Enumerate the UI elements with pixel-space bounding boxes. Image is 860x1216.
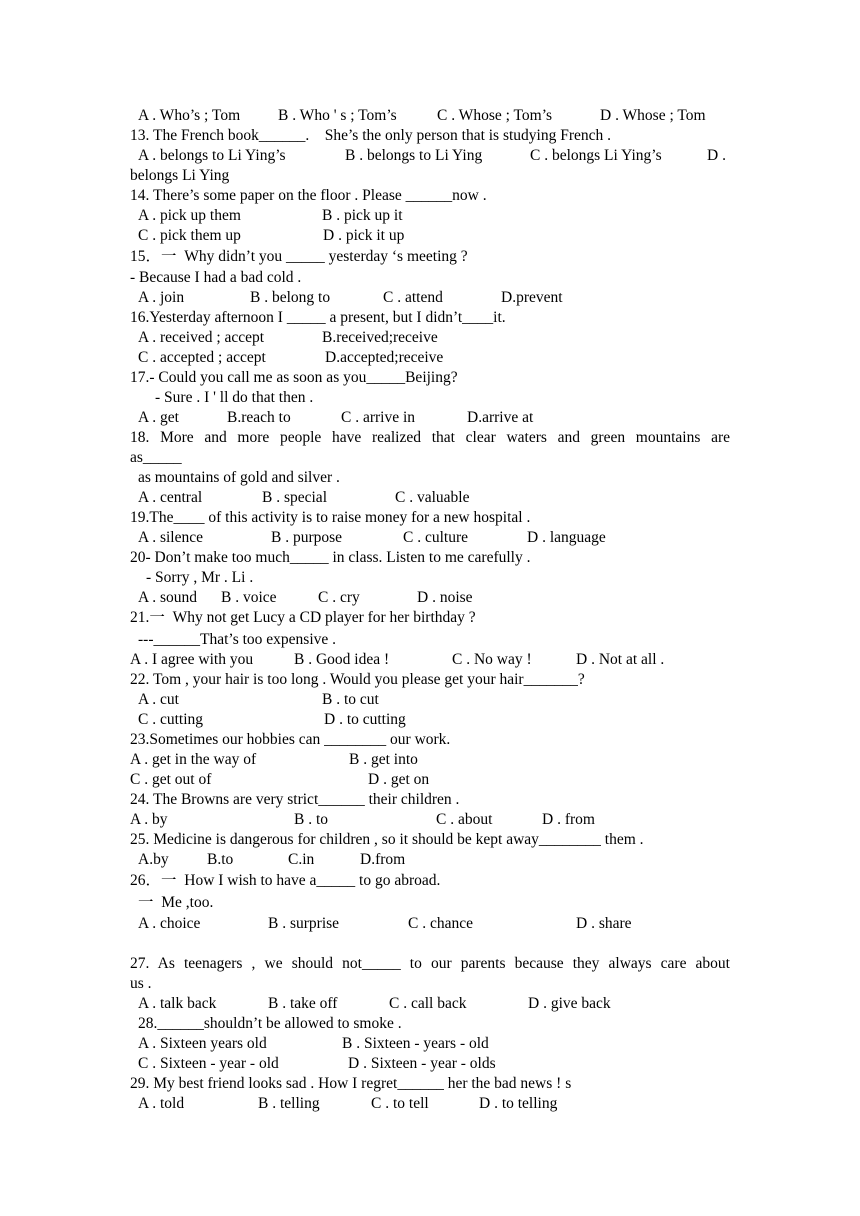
q20-option-b: B . voice — [221, 589, 277, 606]
q18-option-b: B . special — [262, 489, 327, 506]
q14-option-d: D . pick it up — [323, 227, 405, 244]
q12-option-a: A . Who’s ; Tom — [138, 107, 241, 124]
q26-option-d: D . share — [576, 915, 632, 932]
q24-option-d: D . from — [542, 811, 595, 828]
q28-stem: 28.______shouldn’t be allowed to smoke . — [138, 1015, 402, 1032]
q19-option-d: D . language — [527, 529, 606, 546]
q28-option-d: D . Sixteen - year - olds — [348, 1055, 496, 1072]
q13-option-c: C . belongs Li Ying’s — [530, 147, 662, 164]
q14-option-b: B . pick up it — [322, 207, 403, 224]
q17-option-a: A . get — [138, 409, 179, 426]
q21-option-d: D . Not at all . — [576, 651, 665, 668]
q15-stem: 15．一 Why didn’t you _____ yesterday ‘s meeting ? — [130, 248, 468, 265]
q16-option-d: D.accepted;receive — [325, 349, 444, 366]
q27-option-a: A . talk back — [138, 995, 217, 1012]
q20-option-a: A . sound — [138, 589, 197, 606]
q28-option-c: C . Sixteen - year - old — [138, 1055, 279, 1072]
q19-stem: 19.The____ of this activity is to raise money for a new hospital . — [130, 509, 531, 526]
q22-option-b: B . to cut — [322, 691, 379, 708]
q15-option-d: D.prevent — [501, 289, 563, 306]
q25-option-a: A.by — [138, 851, 169, 868]
q15-reply: - Because I had a bad cold . — [130, 269, 302, 286]
q22-option-d: D . to cutting — [324, 711, 406, 728]
q15-option-a: A . join — [138, 289, 185, 306]
q14-option-c: C . pick them up — [138, 227, 241, 244]
q12-option-c: C . Whose ; Tom’s — [437, 107, 553, 124]
q25-option-c: C.in — [288, 851, 315, 868]
q20-stem: 20- Don’t make too much_____ in class. Listen to me carefully . — [130, 549, 531, 566]
q17-reply: - Sure . I ' ll do that then . — [155, 389, 314, 406]
q13-option-b: B . belongs to Li Ying — [345, 147, 483, 164]
q17-stem: 17.- Could you call me as soon as you_____Beijing? — [130, 369, 458, 386]
q29-option-d: D . to telling — [479, 1095, 558, 1112]
q29-option-c: C . to tell — [371, 1095, 429, 1112]
q21-option-b: B . Good idea ! — [294, 651, 390, 668]
q24-option-b: B . to — [294, 811, 329, 828]
q19-option-c: C . culture — [403, 529, 468, 546]
q21-option-c: C . No way ! — [452, 651, 532, 668]
q13-option-d-label: D . — [707, 147, 726, 164]
q18-option-c: C . valuable — [395, 489, 470, 506]
q26-stem: 26．一 How I wish to have a_____ to go abroad. — [130, 872, 441, 889]
q26-reply: 一 Me ,too. — [138, 894, 214, 911]
q25-option-d: D.from — [360, 851, 406, 868]
q21-stem: 21.一 Why not get Lucy a CD player for her birthday ? — [130, 609, 476, 626]
q21-reply: ---______That’s too expensive . — [138, 631, 337, 648]
q17-option-c: C . arrive in — [341, 409, 416, 426]
q23-option-d: D . get on — [368, 771, 430, 788]
q24-option-a: A . by — [130, 811, 168, 828]
q22-option-a: A . cut — [138, 691, 179, 708]
q25-stem: 25. Medicine is dangerous for children , so it should be kept away________ them . — [130, 831, 644, 848]
q18-stem-line3: as mountains of gold and silver . — [138, 469, 340, 486]
q15-option-c: C . attend — [383, 289, 443, 306]
q12-option-d: D . Whose ; Tom — [600, 107, 706, 124]
q20-option-d: D . noise — [417, 589, 473, 606]
q20-option-c: C . cry — [318, 589, 360, 606]
q22-stem: 22. Tom , your hair is too long . Would you please get your hair_______? — [130, 671, 585, 688]
q29-option-b: B . telling — [258, 1095, 320, 1112]
q24-option-c: C . about — [436, 811, 493, 828]
q27-option-c: C . call back — [389, 995, 467, 1012]
q23-stem: 23.Sometimes our hobbies can ________ our work. — [130, 731, 451, 748]
q19-option-a: A . silence — [138, 529, 203, 546]
q28-option-b: B . Sixteen - years - old — [342, 1035, 489, 1052]
q12-option-b: B . Who ' s ; Tom’s — [278, 107, 397, 124]
q27-option-b: B . take off — [268, 995, 338, 1012]
q19-option-b: B . purpose — [271, 529, 343, 546]
q23-option-a: A . get in the way of — [130, 751, 257, 768]
q29-option-a: A . told — [138, 1095, 185, 1112]
q13-option-d-text: belongs Li Ying — [130, 167, 230, 184]
q21-option-a: A . I agree with you — [130, 651, 254, 668]
q26-option-a: A . choice — [138, 915, 201, 932]
q23-option-b: B . get into — [349, 751, 418, 768]
q27-option-d: D . give back — [528, 995, 611, 1012]
q14-option-a: A . pick up them — [138, 207, 241, 224]
q23-option-c: C . get out of — [130, 771, 212, 788]
q13-option-a: A . belongs to Li Ying’s — [138, 147, 286, 164]
q27-stem-line1: 27. As teenagers , we should not_____ to our parents because they always care about — [130, 955, 730, 972]
q27-stem-line2: us . — [130, 975, 152, 992]
q15-option-b: B . belong to — [250, 289, 331, 306]
q17-option-b: B.reach to — [227, 409, 291, 426]
q26-option-c: C . chance — [408, 915, 473, 932]
q16-option-c: C . accepted ; accept — [138, 349, 266, 366]
q13-stem: 13. The French book______. She’s the only person that is studying French . — [130, 127, 612, 144]
q17-option-d: D.arrive at — [467, 409, 534, 426]
q26-option-b: B . surprise — [268, 915, 340, 932]
q25-option-b: B.to — [207, 851, 234, 868]
q18-stem-line1: 18. More and more people have realized that clear waters and green mountains are — [130, 429, 730, 446]
q16-option-b: B.received;receive — [322, 329, 438, 346]
q18-stem-line2: as_____ — [130, 449, 182, 466]
q28-option-a: A . Sixteen years old — [138, 1035, 267, 1052]
q18-option-a: A . central — [138, 489, 203, 506]
q14-stem: 14. There’s some paper on the floor . Please ______now . — [130, 187, 487, 204]
q16-option-a: A . received ; accept — [138, 329, 265, 346]
q29-stem: 29. My best friend looks sad . How I regret______ her the bad news ! s — [130, 1075, 572, 1092]
q20-reply: - Sorry , Mr . Li . — [146, 569, 254, 586]
q22-option-c: C . cutting — [138, 711, 204, 728]
q24-stem: 24. The Browns are very strict______ their children . — [130, 791, 460, 808]
q16-stem: 16.Yesterday afternoon I _____ a present, but I didn’t____it. — [130, 309, 506, 326]
